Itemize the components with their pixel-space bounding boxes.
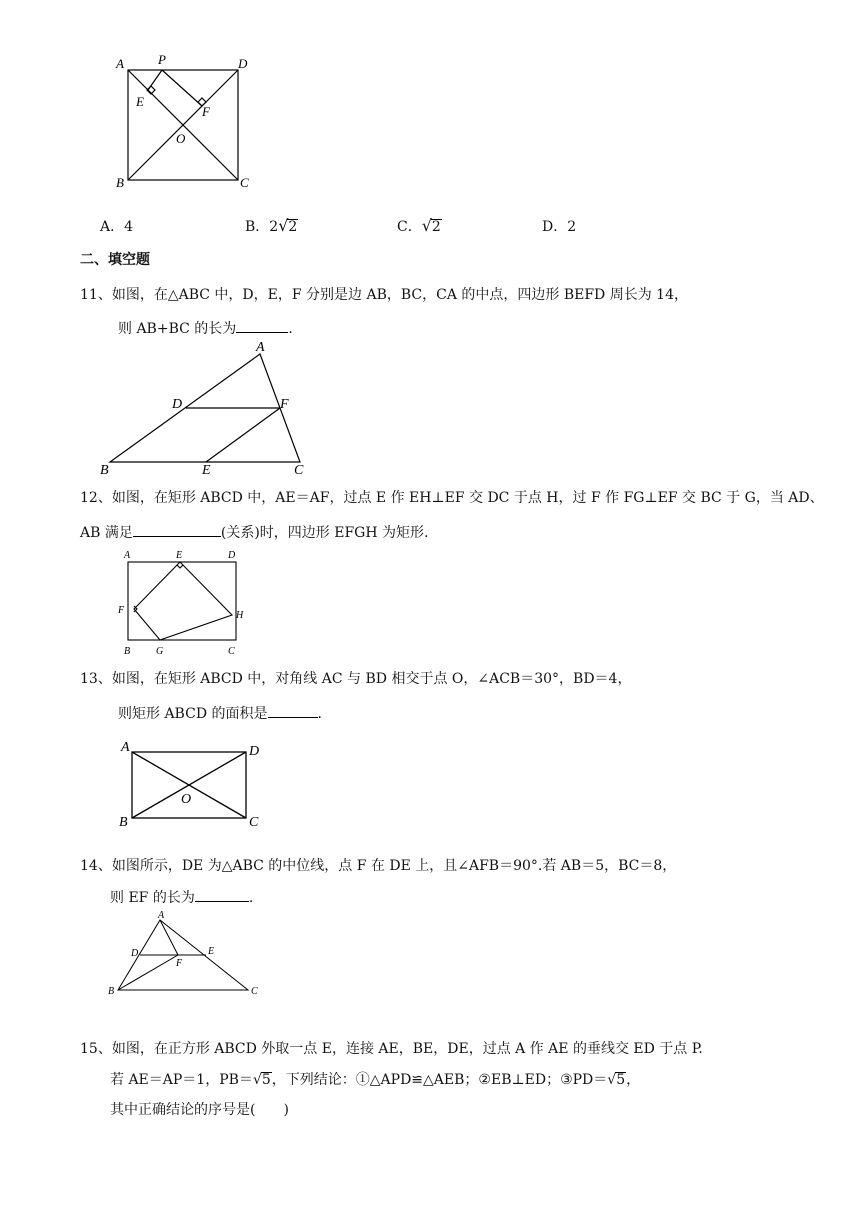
label-E: E xyxy=(208,946,215,957)
label-B: B xyxy=(108,986,115,997)
label-E: E xyxy=(202,463,211,478)
q15-line3: 其中正确结论的序号是( ) xyxy=(110,1102,289,1118)
answer-blank-12[interactable] xyxy=(133,522,221,537)
answer-blank-14[interactable] xyxy=(195,887,249,902)
label-F: F xyxy=(280,397,289,412)
option-b: B．2√2 xyxy=(245,216,298,235)
figure-q11 xyxy=(96,340,316,480)
q11-line2: 则 AB+BC 的长为 . xyxy=(118,318,293,338)
label-F: F xyxy=(202,104,210,119)
figure-q12 xyxy=(118,546,248,656)
label-O: O xyxy=(181,792,192,807)
label-B: B xyxy=(119,815,128,830)
label-C: C xyxy=(240,175,249,190)
q15-line1: 15、如图，在正方形 ABCD 外取一点 E，连接 AE，BE，DE，过点 A 作 AE 的垂线交 ED 于点 P. xyxy=(80,1041,703,1057)
label-A: A xyxy=(124,550,131,561)
label-F: F xyxy=(176,958,183,969)
q11-line1: 11、如图，在△ABC 中，D，E，F 分别是边 AB，BC，CA 的中点，四边形 BEFD 周长为 14， xyxy=(80,287,689,303)
label-C: C xyxy=(294,463,304,478)
label-D: D xyxy=(172,397,183,412)
label-A: A xyxy=(158,910,165,921)
q15-line2: 若 AE＝AP＝1，PB＝√5，下列结论：①△APD≌△AEB；②EB⊥ED；③PD＝√5， xyxy=(110,1072,641,1088)
q14-line1: 14、如图所示，DE 为△ABC 的中位线，点 F 在 DE 上，且∠AFB＝90°.若 AB＝5，BC＝8， xyxy=(80,858,677,874)
option-a: A．4 xyxy=(100,219,134,235)
answer-blank-11[interactable] xyxy=(236,318,288,333)
label-C: C xyxy=(249,815,259,830)
option-c: C．√2 xyxy=(397,216,441,235)
label-E: E xyxy=(136,94,144,109)
label-G: G xyxy=(156,646,164,656)
q13-line2: 则矩形 ABCD 的面积是 . xyxy=(118,703,322,723)
option-d: D．2 xyxy=(542,219,577,235)
label-D: D xyxy=(249,744,260,759)
figure-q13 xyxy=(110,735,270,835)
label-F: F xyxy=(118,605,125,616)
label-O: O xyxy=(176,131,186,146)
q12-line1: 12、如图，在矩形 ABCD 中，AE＝AF，过点 E 作 EH⊥EF 交 DC 于点 H，过 F 作 FG⊥EF 交 BC 于 G，当 AD、 xyxy=(80,490,824,506)
figure-q10 xyxy=(110,50,260,195)
section-title: 二、填空题 xyxy=(80,252,150,268)
label-B: B xyxy=(124,646,131,656)
label-C: C xyxy=(251,986,258,997)
label-D: D xyxy=(238,56,248,71)
figure-q14 xyxy=(100,908,270,1000)
answer-blank-13[interactable] xyxy=(268,703,318,718)
label-P: P xyxy=(158,52,166,67)
label-A: A xyxy=(256,340,265,355)
q13-line1: 13、如图，在矩形 ABCD 中，对角线 AC 与 BD 相交于点 O，∠ACB＝30°，BD＝4， xyxy=(80,671,632,687)
label-C: C xyxy=(228,646,235,656)
label-B: B xyxy=(116,175,124,190)
label-E: E xyxy=(176,550,183,561)
label-A: A xyxy=(116,56,124,71)
label-D: D xyxy=(131,948,139,959)
label-A: A xyxy=(121,740,130,755)
label-B: B xyxy=(100,463,109,478)
q14-line2: 则 EF 的长为 . xyxy=(110,887,253,907)
label-D: D xyxy=(228,550,236,561)
label-H: H xyxy=(236,610,244,621)
q12-line2: AB 满足 (关系)时，四边形 EFGH 为矩形. xyxy=(80,522,428,542)
